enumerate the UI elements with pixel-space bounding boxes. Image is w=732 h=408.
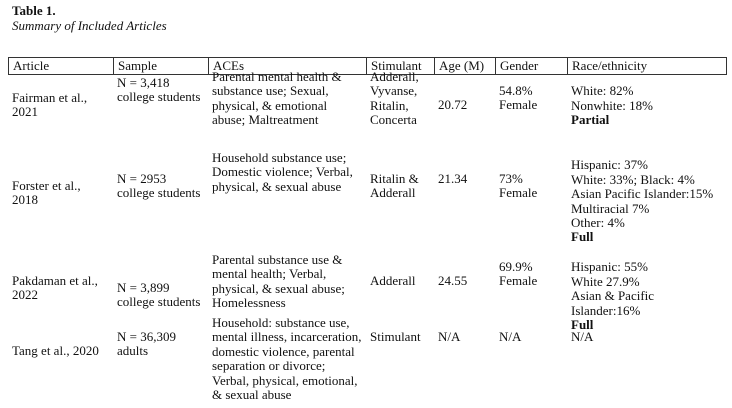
header-sample: Sample — [113, 58, 209, 74]
header-age: Age (M) — [434, 58, 496, 74]
cell-age: 24.55 — [438, 273, 468, 288]
cell-article: Forster et al., 2018 — [12, 178, 81, 208]
header-stimulant: Stimulant — [366, 58, 435, 74]
cell-sample: N = 2953 college students — [117, 171, 201, 201]
cell-race — [571, 246, 654, 332]
cell-aces: Household: substance use, mental illness, incarceration, domestic violence, parental separation or divorce; Verbal, physical, emotional, & sexual abuse — [212, 315, 362, 403]
header-aces: ACEs — [208, 58, 367, 74]
race-breakdown: Hispanic: 55% White 27.9% Asian & Pacific Islander:16% — [571, 259, 655, 318]
cell-stimulant: Adderall, Vyvanse, Ritalin, Concerta — [370, 69, 419, 128]
race-breakdown: Hispanic: 37% White: 33%; Black: 4% Asian Pacific Islander:15% Multiracial 7% Other: 4% — [571, 157, 714, 231]
cell-stimulant: Ritalin & Adderall — [370, 171, 419, 201]
cell-aces: Household substance use; Domestic violence; Verbal, physical, & sexual abuse — [212, 150, 353, 194]
race-breakdown: White: 82% Nonwhite: 18% — [571, 83, 653, 113]
header-article: Article — [13, 58, 50, 73]
table-title: Table 1. — [12, 3, 56, 18]
coverage-label: Full — [571, 317, 594, 333]
cell-gender: 54.8% Female — [499, 83, 538, 113]
cell-article: Tang et al., 2020 — [12, 343, 99, 358]
cell-aces: Parental mental health & substance use; Sexual, physical, & emotional abuse; Maltreatment — [212, 69, 342, 128]
cell-race — [571, 70, 653, 128]
cell-article: Fairman et al., 2021 — [12, 90, 88, 120]
cell-age: 20.72 — [438, 97, 468, 112]
cell-gender: N/A — [499, 329, 522, 344]
cell-article: Pakdaman et al., 2022 — [12, 273, 98, 303]
table-subtitle: Summary of Included Articles — [12, 18, 167, 33]
cell-gender: 69.9% Female — [499, 259, 538, 289]
cell-sample: N = 3,899 college students — [117, 280, 201, 310]
cell-stimulant: Adderall — [370, 273, 416, 288]
cell-aces: Parental substance use & mental health; Verbal, physical, & sexual abuse; Homelessness — [212, 252, 345, 311]
cell-gender: 73% Female — [499, 171, 538, 201]
coverage-label: Partial — [571, 112, 610, 128]
header-race-ethnicity: Race/ethnicity — [567, 58, 727, 74]
cell-sample: N = 36,309 adults — [117, 329, 176, 359]
cell-age: 21.34 — [438, 171, 468, 186]
cell-race — [571, 144, 713, 245]
cell-age: N/A — [438, 329, 461, 344]
cell-stimulant: Stimulant — [370, 329, 421, 344]
header-gender: Gender — [495, 58, 568, 74]
cell-sample: N = 3,418 college students — [117, 75, 201, 105]
cell-race: N/A — [571, 329, 594, 344]
coverage-label: Full — [571, 229, 594, 245]
